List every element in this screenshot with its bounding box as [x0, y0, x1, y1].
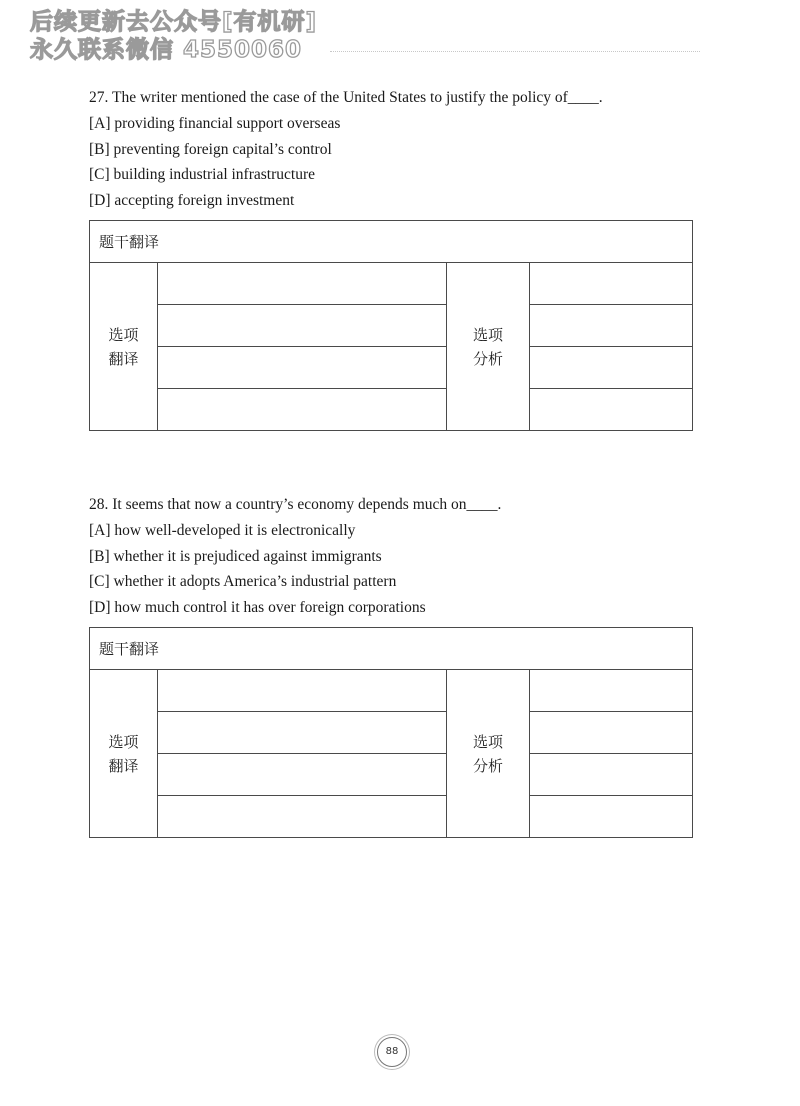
translation-blank-cell[interactable] [158, 712, 447, 754]
option-d: [D] accepting foreign investment [89, 191, 295, 209]
option-c: [C] building industrial infrastructure [89, 166, 315, 183]
analysis-blank-cell[interactable] [530, 389, 693, 431]
option-c: [C] whether it adopts America’s industrial pattern [89, 573, 397, 590]
option-d: [D] how much control it has over foreign corporations [89, 598, 426, 616]
question-27 [89, 85, 603, 213]
analysis-blank-cell[interactable] [530, 305, 693, 347]
analysis-blank-cell[interactable] [530, 796, 693, 838]
question-stem: 28. It seems that now a country’s economy depends much on____. [89, 496, 502, 513]
watermark [30, 8, 317, 64]
option-analysis-label-line2: 分析 [472, 349, 503, 368]
option-a: [A] how well-developed it is electronically [89, 522, 356, 539]
option-translation-label-line1: 选项 [108, 325, 139, 344]
option-b: [B] preventing foreign capital’s control [89, 140, 332, 158]
option-analysis-label-line1: 选项 [472, 325, 503, 344]
stem-translation-cell [90, 628, 693, 670]
option-translation-label [90, 670, 158, 838]
option-translation-label-line2: 翻译 [108, 349, 139, 368]
answer-table-28 [89, 627, 693, 838]
option-analysis-label [447, 263, 530, 431]
option-analysis-label [447, 670, 530, 838]
analysis-blank-cell[interactable] [530, 347, 693, 389]
option-translation-label-line2: 翻译 [108, 756, 139, 775]
option-b: [B] whether it is prejudiced against immigrants [89, 547, 382, 565]
translation-blank-cell[interactable] [158, 754, 447, 796]
option-a: [A] providing financial support overseas [89, 115, 341, 132]
stem-translation-label: 题干翻译 [99, 640, 160, 658]
translation-blank-cell[interactable] [158, 263, 447, 305]
analysis-blank-cell[interactable] [530, 670, 693, 712]
option-analysis-label-line1: 选项 [472, 732, 503, 751]
translation-blank-cell[interactable] [158, 347, 447, 389]
analysis-blank-cell[interactable] [530, 754, 693, 796]
page-number: 88 [377, 1037, 407, 1067]
analysis-blank-cell[interactable] [530, 712, 693, 754]
analysis-blank-cell[interactable] [530, 263, 693, 305]
translation-blank-cell[interactable] [158, 389, 447, 431]
question-stem: 27. The writer mentioned the case of the United States to justify the policy of____. [89, 89, 603, 106]
option-translation-label [90, 263, 158, 431]
header-rule [330, 51, 700, 52]
answer-table-27 [89, 220, 693, 431]
translation-blank-cell[interactable] [158, 796, 447, 838]
stem-translation-label: 题干翻译 [99, 233, 160, 251]
translation-blank-cell[interactable] [158, 305, 447, 347]
watermark-line-1: 后续更新去公众号[有机研] [30, 9, 318, 35]
watermark-line-2: 永久联系微信 4550060 [30, 37, 303, 63]
option-analysis-label-line2: 分析 [472, 756, 503, 775]
stem-translation-cell [90, 221, 693, 263]
question-28 [89, 492, 501, 620]
option-translation-label-line1: 选项 [108, 732, 139, 751]
translation-blank-cell[interactable] [158, 670, 447, 712]
